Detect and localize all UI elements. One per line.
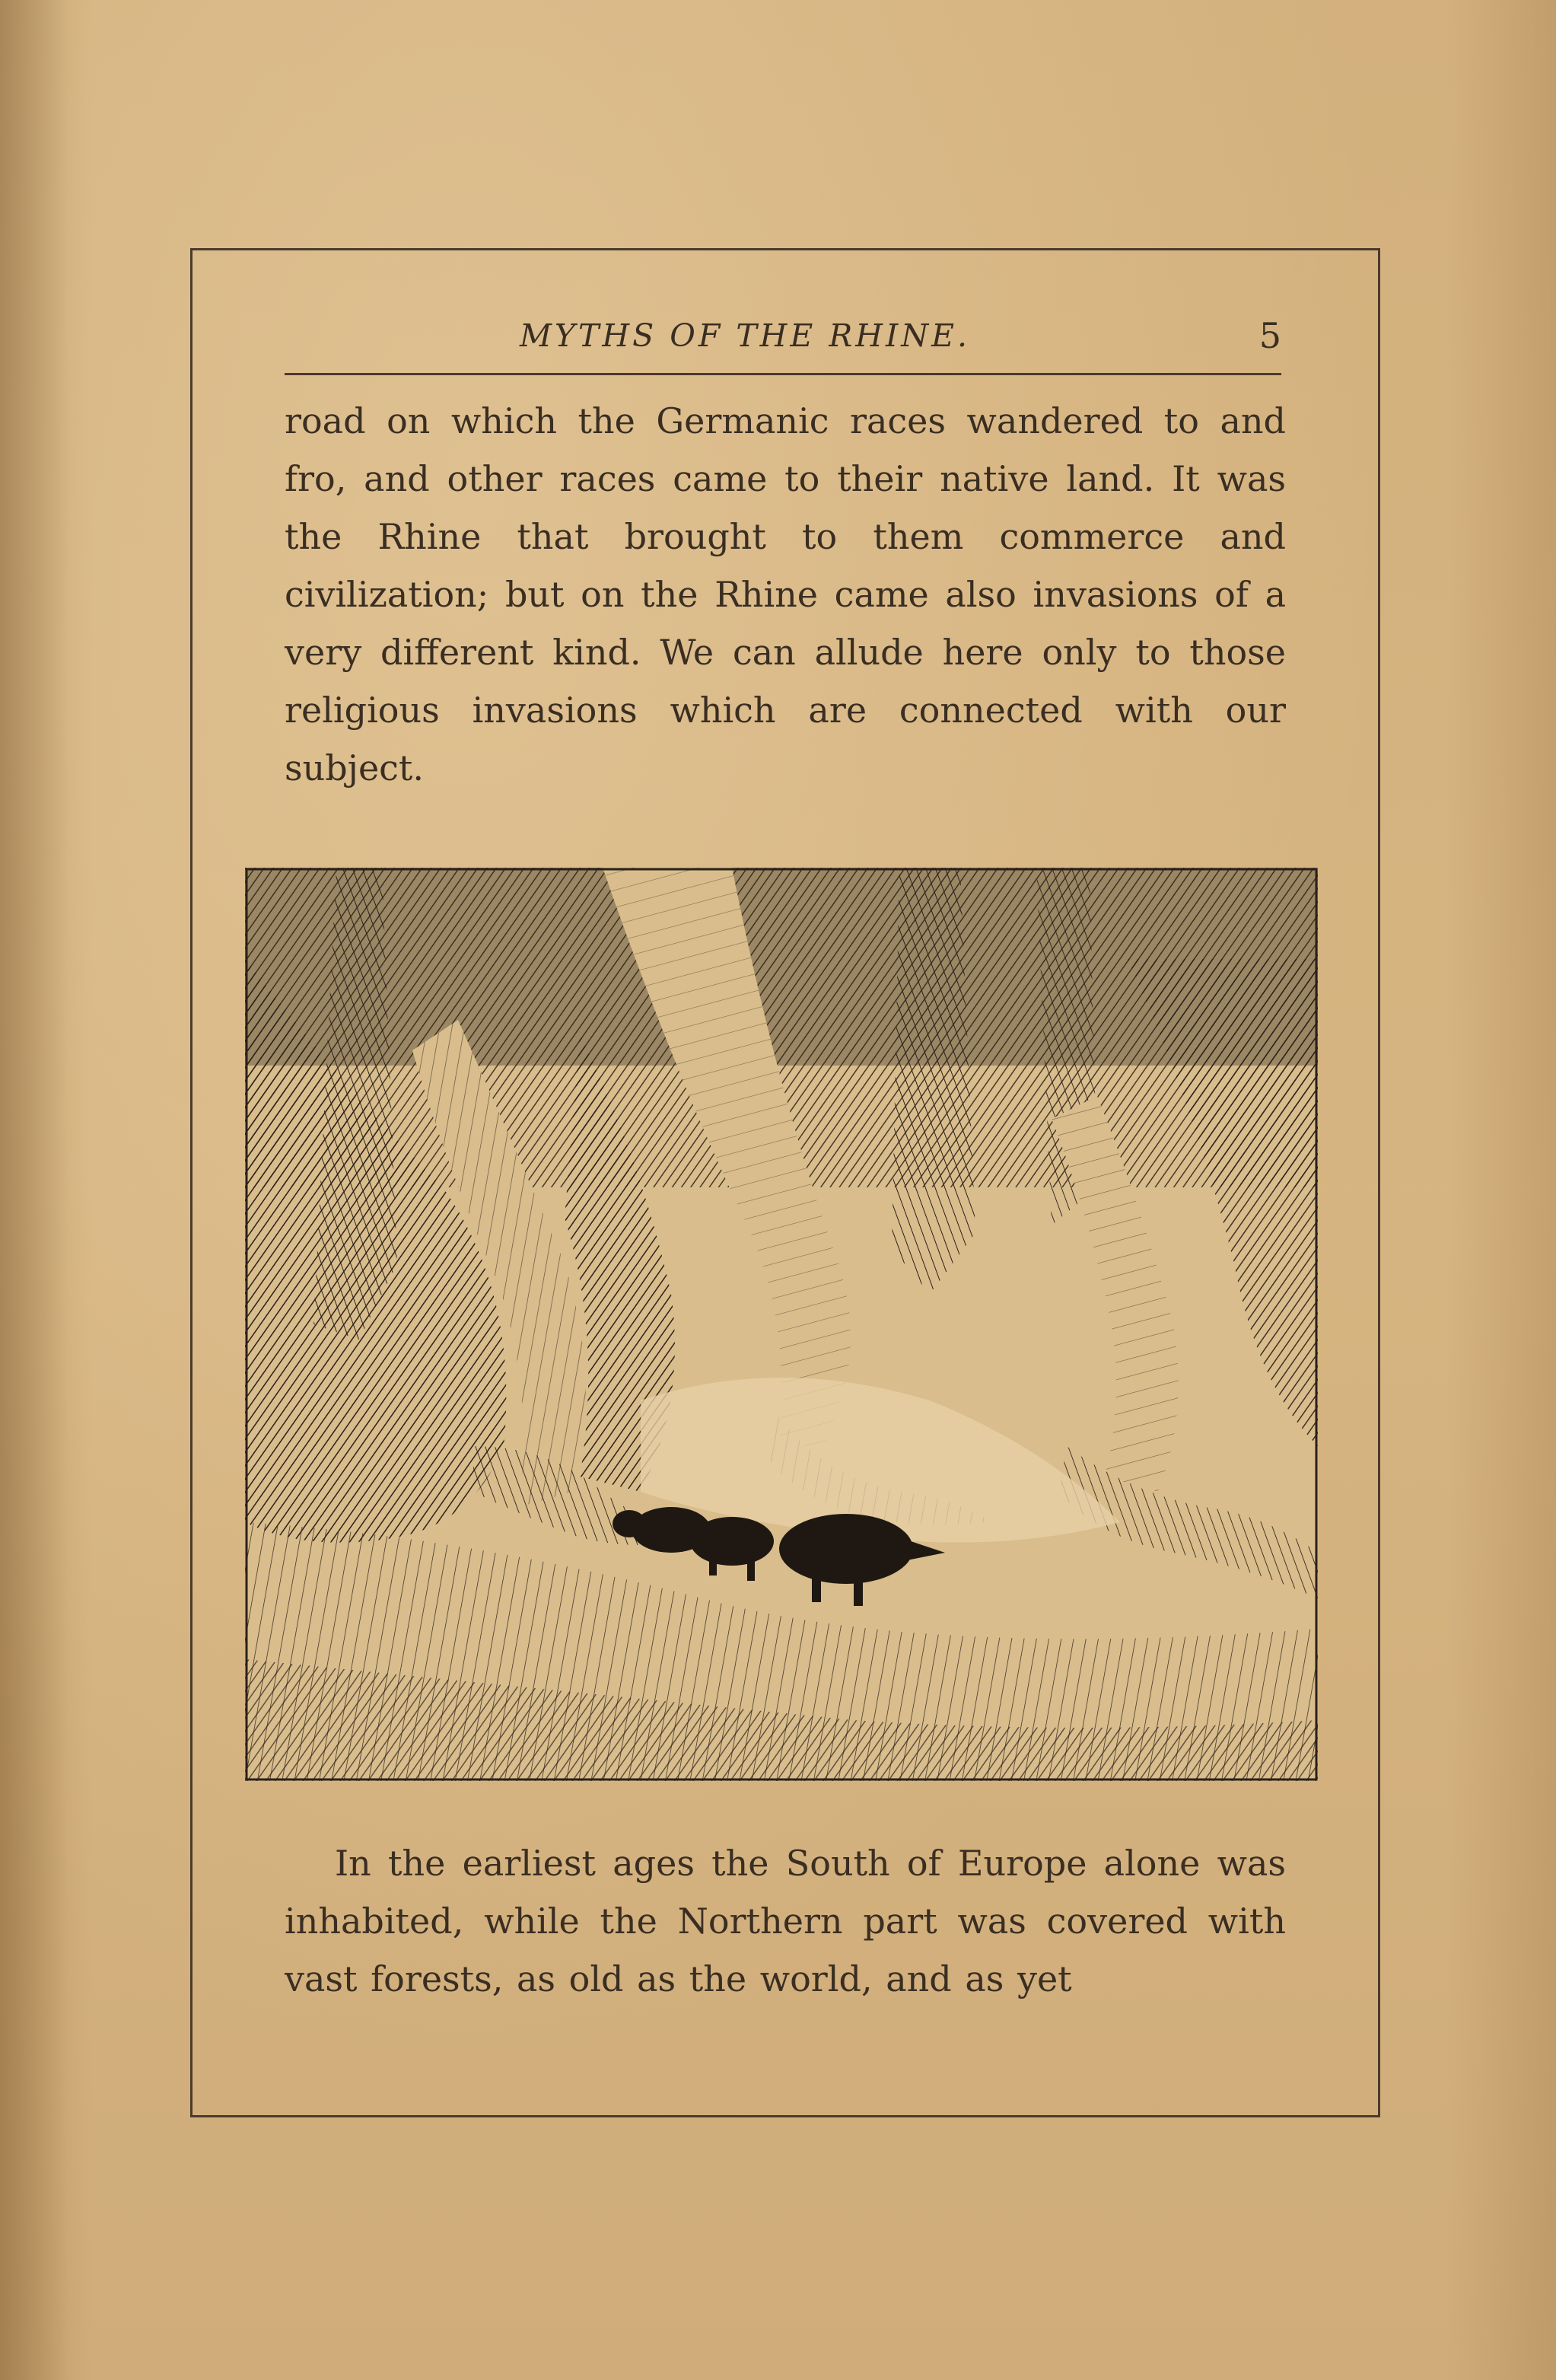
page-edge-shadow xyxy=(0,0,68,2380)
body-text-top xyxy=(285,392,1286,797)
forest-engraving-illustration xyxy=(245,868,1318,1781)
paragraph: In the earliest ages the South of Europe alone was inhabited, while the Northern part was covered with vast forests, as old as the world, and as yet xyxy=(285,1843,1286,1999)
header-rule xyxy=(285,373,1281,375)
body-text-bottom xyxy=(285,1834,1286,2008)
running-head xyxy=(285,308,1281,363)
paragraph: road on which the Germanic races wandered to and fro, and other races came to their native land. It was the Rhine that brought to them commerce and civilization; but on the Rhine came also invasions of a very different kind. We can allude here only to those religious invasions which are connected with our subject. xyxy=(285,400,1286,789)
running-title: MYTHS OF THE RHINE. xyxy=(519,317,971,354)
page-number: 5 xyxy=(1258,315,1281,356)
